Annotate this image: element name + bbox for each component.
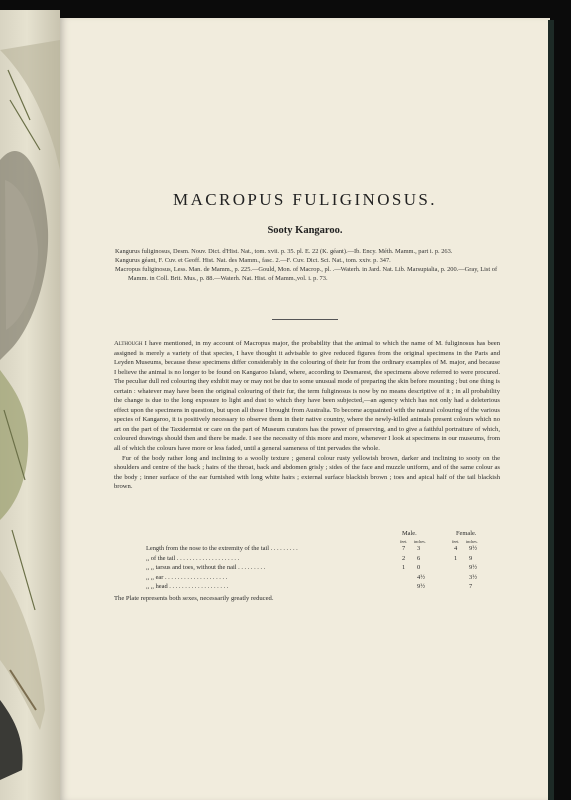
female-inches: 9½ <box>469 564 477 571</box>
row-label: ,, ,, ear . . . . . . . . . . . . . . . . . . . . <box>146 573 228 581</box>
col-female: Female. <box>456 530 477 537</box>
male-inches: 0 <box>417 564 421 571</box>
kangaroo-plate-art <box>0 10 60 800</box>
section-divider <box>272 319 338 320</box>
description-text <box>114 339 500 492</box>
female-inches: 9½ <box>469 545 477 552</box>
synonymy-block <box>115 248 505 284</box>
common-name: Sooty Kangaroo. <box>267 225 343 236</box>
col-male: Male. <box>402 530 417 537</box>
male-inches: 4½ <box>417 573 425 581</box>
female-feet: 1 <box>454 554 458 562</box>
table-row <box>146 564 506 574</box>
unit-inches-female: inches. <box>466 539 478 544</box>
text-page <box>60 18 550 800</box>
female-feet: 4 <box>454 545 458 552</box>
unit-inches-male: inches. <box>414 539 426 544</box>
species-title: MACROPUS FULIGINOSUS. <box>173 190 437 209</box>
female-inches: 3½ <box>469 573 477 581</box>
binding-edge <box>548 20 554 800</box>
male-feet: 7 <box>402 545 406 552</box>
unit-feet-female: feet. <box>452 539 460 544</box>
male-feet: 2 <box>402 554 406 562</box>
synonym-entry: Macropus fuliginosus, Less. Man. de Mamm., p. 225.—Gould, Mon. of Macrop., pl. .—Waterh. in Jard. Nat. Lib. Marsupialia, p. 200.—Gray, List of Mamm. in Coll. Brit. Mus., p. 88.—Waterh. Nat. Hist. of Mamm.,vol. i. p. 73. <box>115 265 498 282</box>
drop-word: Although <box>114 340 143 347</box>
synonym-entry: Kangurus fuliginosus, Desm. Nouv. Dict. d'Hist. Nat., tom. xvii. p. 35. pl. E. 22 (K. géant).—Ib. Ency. Méth. Mamm., part i. p. 263. <box>115 248 453 255</box>
facing-plate-illustration <box>0 10 60 800</box>
unit-feet-male: feet. <box>400 539 408 544</box>
male-inches: 3 <box>417 545 421 552</box>
paragraph-intro <box>114 339 500 454</box>
paragraph-fur-description: Fur of the body rather long and inclining to a woolly texture ; general colour rusty yellowish brown, darker and inclining to sooty on the shoulders and centre of the back ; hairs of the throat, back and abdomen grisly ; sides of the face and muzzle uniform, and of the same colour as the body ; inner surface of the ear furnished with long white hairs ; external surface blackish brown ; toes and apical half of the tail blackish brown. <box>114 454 500 491</box>
row-label: ,, of the tail . . . . . . . . . . . . . . . . . . . . <box>146 554 240 562</box>
table-row <box>146 583 506 593</box>
row-label: ,, ,, head . . . . . . . . . . . . . . . . . . . <box>146 583 229 590</box>
synonym-entry: Kangurus géant, F. Cuv. et Geoff. Hist. Nat. des Mamm., fasc. 2.—F. Cuv. Dict. Sci. Nat., tom. xxiv. p. 347. <box>115 256 391 264</box>
female-inches: 7 <box>469 583 473 590</box>
table-row <box>146 545 506 555</box>
measurements-table <box>146 530 506 593</box>
male-feet: 1 <box>402 564 406 571</box>
male-inches: 9½ <box>417 583 425 590</box>
male-inches: 6 <box>417 554 421 562</box>
row-label: Length from the nose to the extremity of the tail . . . . . . . . . <box>146 545 298 552</box>
table-row <box>146 574 506 584</box>
table-row <box>146 555 506 565</box>
plate-note: The Plate represents both sexes, necessarily greatly reduced. <box>114 595 274 602</box>
female-inches: 9 <box>469 554 473 562</box>
paragraph-intro-text: I have mentioned, in my account of Macropus major, the probability that the animal to which the name of M. fuliginosus has been assigned is merely a variety of that species, I have thought it advisable to give reduced figures from the original specimens in the Paris and Leyden Museums, because these specimens differ considerably in the colouring of their fur from the ordinary examples of M. major, and because I believe the animal is no longer to be found on Kangaroo Island, where, according to Desmarest, the specimens above referred to were procured. The peculiar dull red colouring they exhibit may or may not be due to some unusual mode of preparing the skin before mounting ; but one thing is certain : whatever may have been the original colouring of their fur, the term fuliginosus is now by no means descriptive of it ; in all probability the change is due to the long exposure to light and dust to which they have been subjected,—an agency which has not only had a deleterious effect upon the specimens in question, but upon all those I brought from Australia. To become acquainted with the natural colouring of the various species of Kangaroo, it is positively necessary to observe them in their native country, where the newly-killed animals present colours which no art on the part of the Taxidermist or care on the part of Museum curators has the power of preserving, and to give a faithful portraiture of which, coloured drawings should then and there be made. I see the necessity of this more and more, whenever I look at specimens in our museums, from all of which the colours have more or less faded, until a general sameness of tint pervades the whole. <box>114 340 500 453</box>
row-label: ,, ,, tarsus and toes, without the nail . . . . . . . . . <box>146 564 266 571</box>
measurements-header <box>146 530 506 539</box>
